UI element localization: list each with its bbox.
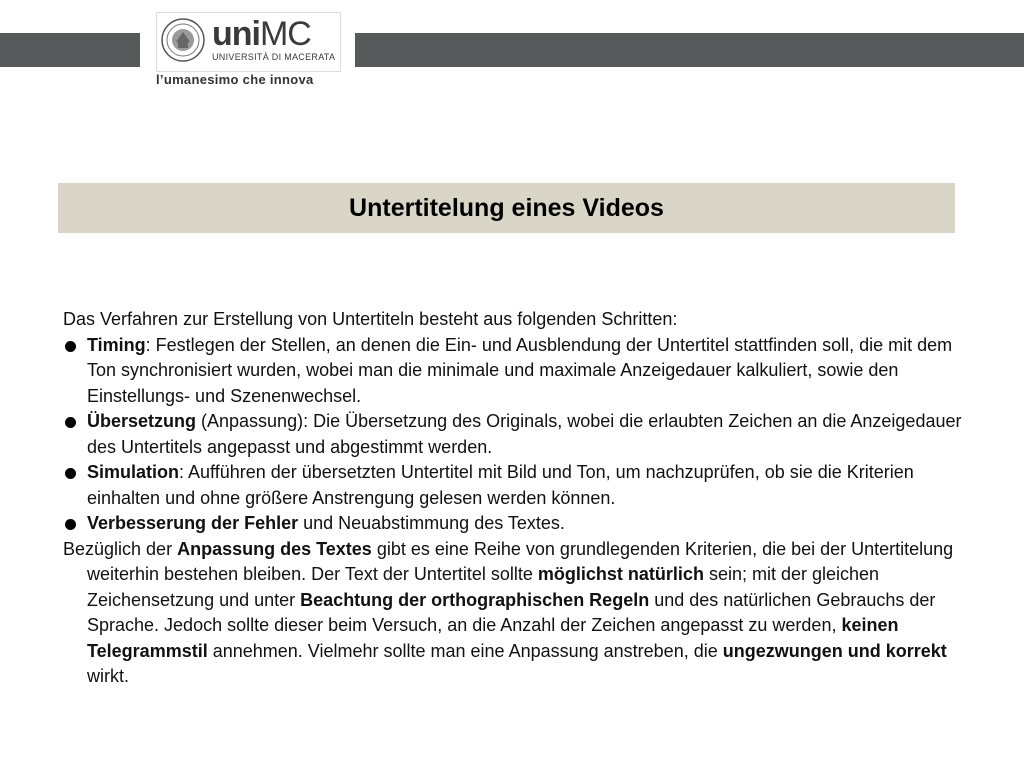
intro-text: Das Verfahren zur Erstellung von Untertiteln besteht aus folgenden Schritten: [63,309,678,329]
slide-content [63,307,963,690]
slide-title-box [58,183,955,233]
logo-subtitle: UNIVERSITÀ DI MACERATA [212,52,336,62]
bullet-icon [65,417,76,428]
bullet-icon [65,519,76,530]
university-logo [156,12,341,72]
slide-title: Untertitelung eines Videos [349,193,664,222]
list-item: Übersetzung (Anpassung): Die Übersetzung des Originals, wobei die erlaubten Zeichen an die Anzeigedauer des Untertitels angepasst und abgestimmt werden. [63,409,963,460]
adaptation-paragraph: Bezüglich der Anpassung des Textes gibt es eine Reihe von grundlegenden Kriterien, die bei der Untertitelung weiterhin bestehen bleiben. Der Text der Untertitel sollte möglichst natürlich sein; mit der gleichen Zeichensetzung und unter Beachtung der orthographischen Regeln und des natürlichen Gebrauchs der Sprache. Jedoch sollte dieser beim Versuch, an die Anzahl der Zeichen angepasst zu werden, keinen Telegrammstil annehmen. Vielmehr sollte man eine Anpassung anstreben, die ungezwungen und korrekt wirkt. [63,538,954,686]
logo-wordmark: uniMC [212,15,311,53]
list-item: Verbesserung der Fehler und Neuabstimmung des Textes. [63,511,963,537]
header-bar-right [355,33,1024,67]
bullet-icon [65,468,76,479]
university-seal-icon [161,18,205,62]
bullet-icon [65,341,76,352]
header-bar-left [0,33,140,67]
steps-list [63,333,963,537]
logo-tagline: l’umanesimo che innova [156,72,314,87]
list-item: Simulation: Aufführen der übersetzten Untertitel mit Bild und Ton, um nachzuprüfen, ob sie die Kriterien einhalten und ohne größere Anstrengung gelesen werden können. [63,460,963,511]
list-item: Timing: Festlegen der Stellen, an denen die Ein- und Ausblendung der Untertitel stattfinden soll, die mit dem Ton synchronisiert wurden, wobei man die minimale und maximale Anzeigedauer kalkuliert, sowie den Einstellungs- und Szenenwechsel. [63,333,963,410]
